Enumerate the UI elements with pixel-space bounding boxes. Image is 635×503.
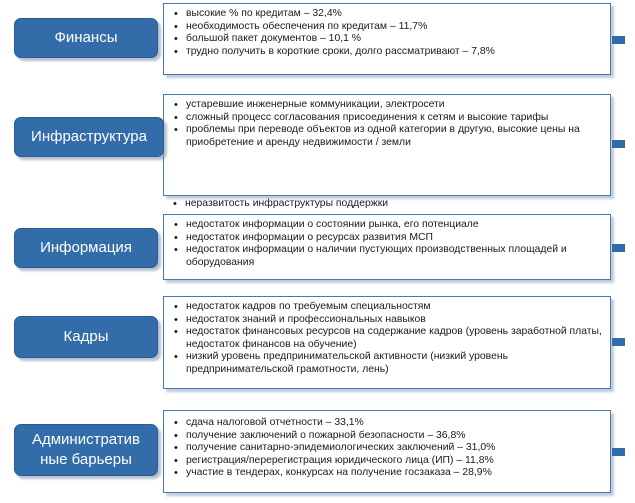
admin-barriers-label-line2: ные барьеры [40,451,132,468]
information-items-list [172,219,606,269]
list-item: • низкий уровень предпринимательской активности (низкий уровень предпринимательской грамотности, лень) [172,351,606,376]
staff-items-list [172,301,606,377]
list-item: • недостаток знаний и профессиональных навыков [172,314,606,327]
list-item: • недостаток финансовых ресурсов на содержание кадров (уровень заработной платы, недостаток финансов на обучение) [172,326,606,351]
infrastructure-items-list [172,99,606,149]
admin-barriers-label-box [14,424,158,476]
list-item: • высокие % по кредитам – 32,4% [172,8,606,21]
list-item: • устаревшие инженерные коммуникации, электросети [172,99,606,112]
list-item: • необходимость обеспечения по кредитам – 11,7% [172,21,606,34]
list-item: • сложный процесс согласования присоединения к сетям и высокие тарифы [172,112,606,125]
list-item: • недостаток информации о ресурсах развития МСП [172,232,606,245]
finance-right-tab [612,36,625,44]
list-item: • получение санитарно-эпидемиологических заключений – 31,0% [172,442,606,455]
admin-barriers-details-box [163,410,611,493]
information-details-box [163,214,611,280]
infrastructure-extra-item: • неразвитость инфраструктуры поддержки [171,198,388,211]
admin-barriers-label-line1: Административ [31,431,141,448]
admin-barriers-items-list [172,417,606,480]
list-item: • недостаток кадров по требуемым специальностям [172,301,606,314]
finance-details-box [163,3,611,75]
admin-barriers-right-tab [612,448,625,456]
list-item: • недостаток информации о наличии пустующих производственных площадей и оборудования [172,244,606,269]
information-right-tab [612,244,625,252]
infrastructure-right-tab [612,140,625,148]
finance-label: Финансы [54,29,118,46]
infrastructure-label-box [14,117,164,157]
staff-label: Кадры [63,328,109,345]
infrastructure-label: Инфраструктура [31,128,147,145]
list-item: • трудно получить в короткие сроки, долго рассматривают – 7,8% [172,46,606,59]
information-label-box [14,228,158,268]
list-item: • недостаток информации о состоянии рынка, его потенциале [172,219,606,232]
list-item: • проблемы при переводе объектов из одной категории в другую, высокие цены на приобретение и аренду недвижимости / земли [172,124,606,149]
staff-details-box [163,296,611,389]
information-label: Информация [40,239,132,256]
finance-items-list [172,8,606,58]
staff-right-tab [612,338,625,346]
list-item: • регистрация/перерегистрация юридического лица (ИП) – 11,8% [172,455,606,468]
infrastructure-details-box [163,94,611,196]
list-item: • большой пакет документов – 10,1 % [172,33,606,46]
list-item: • получение заключений о пожарной безопасности – 36,8% [172,430,606,443]
staff-label-box [14,316,158,358]
list-item: • участие в тендерах, конкурсах на получение госзаказа – 28,9% [172,467,606,480]
list-item: • сдача налоговой отчетности – 33,1% [172,417,606,430]
finance-label-box [14,18,158,58]
